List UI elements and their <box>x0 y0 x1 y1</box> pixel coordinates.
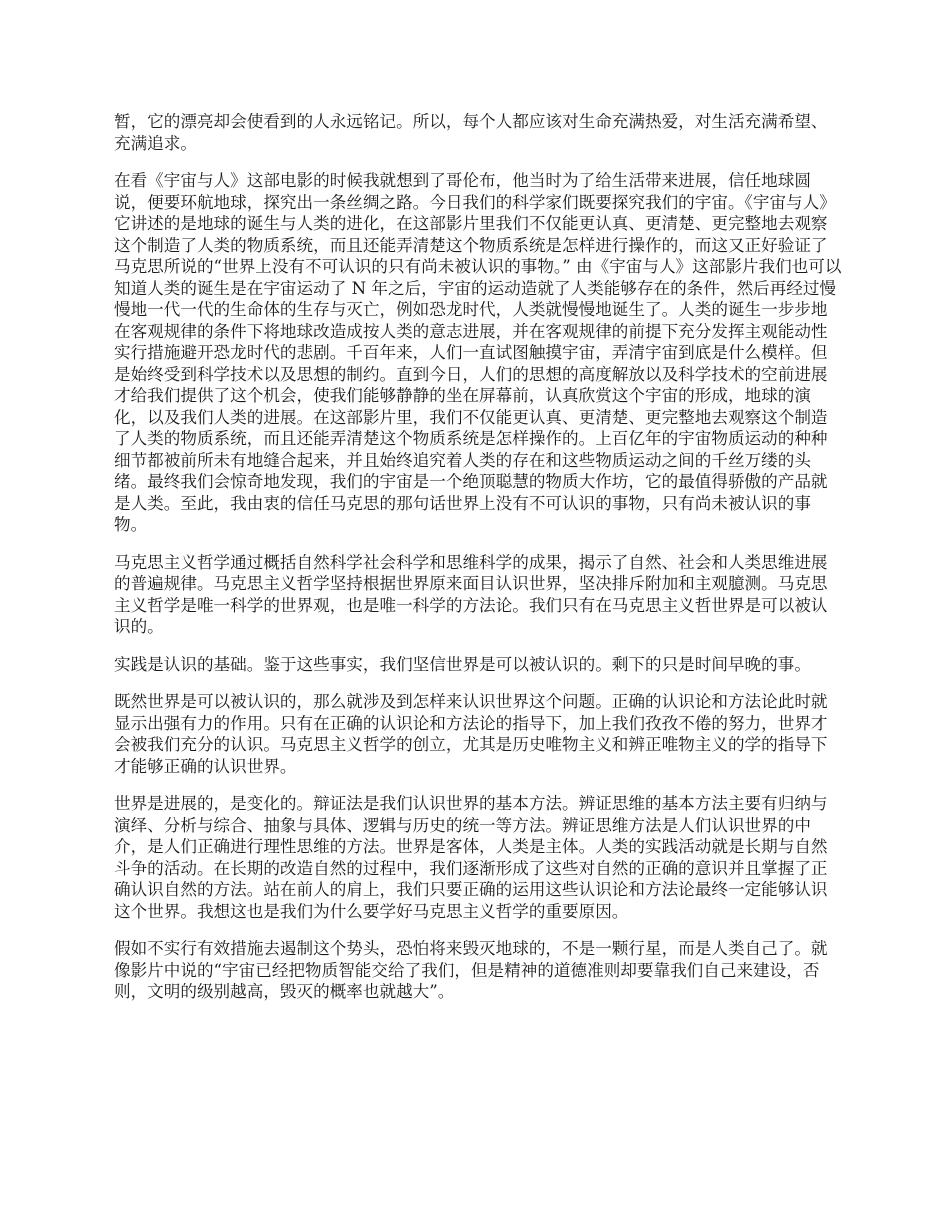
paragraph-5: 既然世界是可以被认识的，那么就涉及到怎样来认识世界这个问题。正确的认识论和方法论此时就显示出强有力的作用。只有在正确的认识论和方法论的指导下，加上我们孜孜不倦的努力，世界才会被我们充分的认识。马克思主义哲学的创立，尤其是历史唯物主义和辨正唯物主义的学的指导下才能够正确的认识世界。 <box>114 692 828 776</box>
paragraph-4: 实践是认识的基础。鉴于这些事实，我们坚信世界是可以被认识的。剩下的只是时间早晚的事。 <box>114 654 811 674</box>
paragraph-1: 暂，它的漂亮却会使看到的人永远铭记。所以，每个人都应该对生命充满热爱，对生活充满希望、充满追求。 <box>114 112 828 153</box>
document-body <box>114 111 844 1019</box>
paragraph-2: 在看《宇宙与人》这部电影的时候我就想到了哥伦布，他当时为了给生活带来进展，信任地球圆说，便要环航地球，探究出一条丝绸之路。今日我们的科学家们既要探究我们的宇宙。《宇宙与人》它讲述的是地球的诞生与人类的进化，在这部影片里我们不仅能更认真、更清楚、更完整地去观察这个制造了人类的物质系统，而且还能弄清楚这个物质系统是怎样进行操作的，而这又正好验证了马克思所说的“世界上没有不可认识的只有尚未被认识的事物。” 由《宇宙与人》这部影片我们也可以知道人类的诞生是在宇宙运动了 N 年之后，宇宙的运动造就了人类能够存在的条件，然后再经过慢慢地一代一代的生命体的生存与灭亡，例如恐龙时代，人类就慢慢地诞生了。人类的诞生一步步地在客观规律的条件下将地球改造成按人类的意志进展，并在客观规律的前提下充分发挥主观能动性实行措施避开恐龙时代的悲剧。千百年来，人们一直试图触摸宇宙，弄清宇宙到底是什么模样。但是始终受到科学技术以及思想的制约。直到今日，人们的思想的高度解放以及科学技术的空前进展才给我们提供了这个机会，使我们能够静静的坐在屏幕前，认真欣赏这个宇宙的形成，地球的演化，以及我们人类的进展。在这部影片里，我们不仅能更认真、更清楚、更完整地去观察这个制造了人类的物质系统，而且还能弄清楚这个物质系统是怎样操作的。上百亿年的宇宙物质运动的种种细节都被前所未有地缝合起来，并且始终追究着人类的存在和这些物质运动之间的千丝万缕的头绪。最终我们会惊奇地发现，我们的宇宙是一个绝顶聪慧的物质大作坊，它的最值得骄傲的产品就是人类。至此，我由衷的信任马克思的那句话世界上没有不可认识的事物，只有尚未被认识的事物。 <box>114 171 842 534</box>
paragraph-7: 假如不实行有效措施去遏制这个势头，恐怕将来毁灭地球的，不是一颗行星，而是人类自己了。就像影片中说的“宇宙已经把物质智能交给了我们，但是精神的道德准则却要靠我们自己来建设，否则，文明的级别越高，毁灭的概率也就越大”。 <box>114 939 828 1001</box>
paragraph-3: 马克思主义哲学通过概括自然科学社会科学和思维科学的成果，揭示了自然、社会和人类思维进展的普遍规律。马克思主义哲学坚持根据世界原来面目认识世界，坚决排斥附加和主观臆测。马克思主义哲学是唯一科学的世界观，也是唯一科学的方法论。我们只有在马克思主义哲世界是可以被认识的。 <box>114 552 828 636</box>
paragraph-6: 世界是进展的，是变化的。辩证法是我们认识世界的基本方法。辨证思维的基本方法主要有归纳与演绎、分析与综合、抽象与具体、逻辑与历史的统一等方法。辨证思维方法是人们认识世界的中介，是人们正确进行理性思维的方法。世界是客体，人类是主体。人类的实践活动就是长期与自然斗争的活动。在长期的改造自然的过程中，我们逐渐形成了这些对自然的正确的意识并且掌握了正确认识自然的方法。站在前人的肩上，我们只要正确的运用这些认识论和方法论最终一定能够认识这个世界。我想这也是我们为什么要学好马克思主义哲学的重要原因。 <box>114 794 828 921</box>
